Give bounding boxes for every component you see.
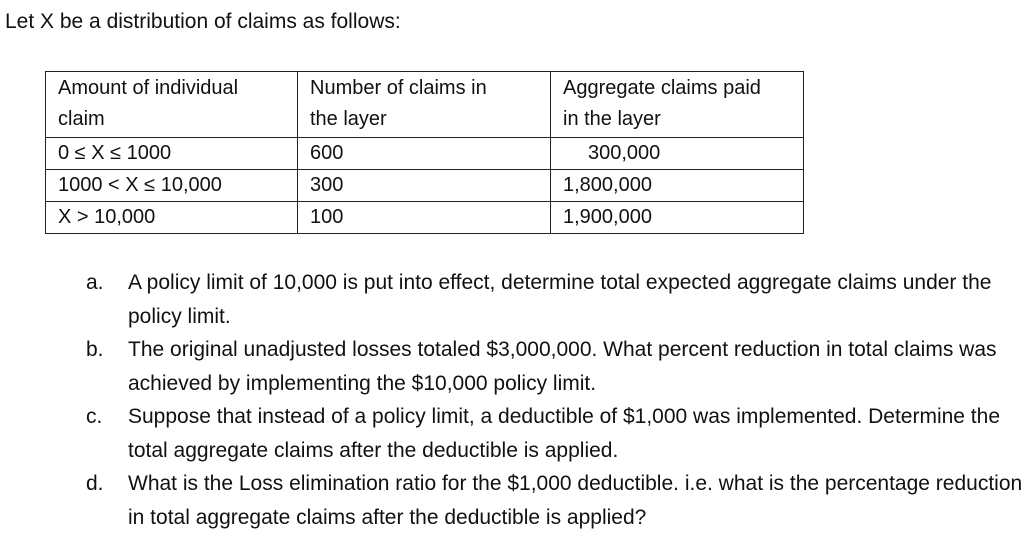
table-row <box>46 138 804 170</box>
question-text: What is the Loss elimination ratio for the $1,000 deductible. i.e. what is the percentage reduction in total aggregate claims after the deductible is applied? <box>128 472 1023 529</box>
header-aggregate-line-1: Aggregate claims paid <box>563 77 761 99</box>
question-d <box>0 467 1024 534</box>
intro-text: Let X be a distribution of claims as follows: <box>5 10 401 33</box>
table-row <box>46 170 804 202</box>
question-b <box>0 333 1024 400</box>
cell-amount: 0 ≤ X ≤ 1000 <box>46 138 298 170</box>
header-aggregate <box>551 72 804 138</box>
claims-table <box>45 71 804 234</box>
question-text: A policy limit of 10,000 is put into effect, determine total expected aggregate claims under the policy limit. <box>128 271 992 328</box>
table-header-row <box>46 72 804 138</box>
question-a <box>0 266 1024 333</box>
cell-aggregate: 300,000 <box>551 138 804 170</box>
question-marker: a. <box>86 271 104 294</box>
header-aggregate-line-2: in the layer <box>563 108 661 130</box>
header-count <box>298 72 551 138</box>
cell-count: 600 <box>298 138 551 170</box>
cell-count: 300 <box>298 170 551 202</box>
cell-amount: 1000 < X ≤ 10,000 <box>46 170 298 202</box>
cell-amount: X > 10,000 <box>46 202 298 234</box>
cell-count: 100 <box>298 202 551 234</box>
question-text: The original unadjusted losses totaled $3,000,000. What percent reduction in total claims was achieved by implementing the $10,000 policy limit. <box>128 338 997 395</box>
question-text: Suppose that instead of a policy limit, a deductible of $1,000 was implemented. Determine the total aggregate claims after the deductible is applied. <box>128 405 1001 462</box>
header-count-line-2: the layer <box>310 108 387 130</box>
question-marker: b. <box>86 338 104 361</box>
header-amount-line-1: Amount of individual <box>58 77 239 99</box>
header-count-line-1: Number of claims in <box>310 77 487 99</box>
header-amount-line-2: claim <box>58 108 105 130</box>
header-amount <box>46 72 298 138</box>
question-marker: d. <box>86 472 104 495</box>
question-c <box>0 400 1024 467</box>
cell-aggregate: 1,900,000 <box>551 202 804 234</box>
question-list <box>0 266 1024 534</box>
question-marker: c. <box>86 405 103 428</box>
cell-aggregate: 1,800,000 <box>551 170 804 202</box>
table-row <box>46 202 804 234</box>
